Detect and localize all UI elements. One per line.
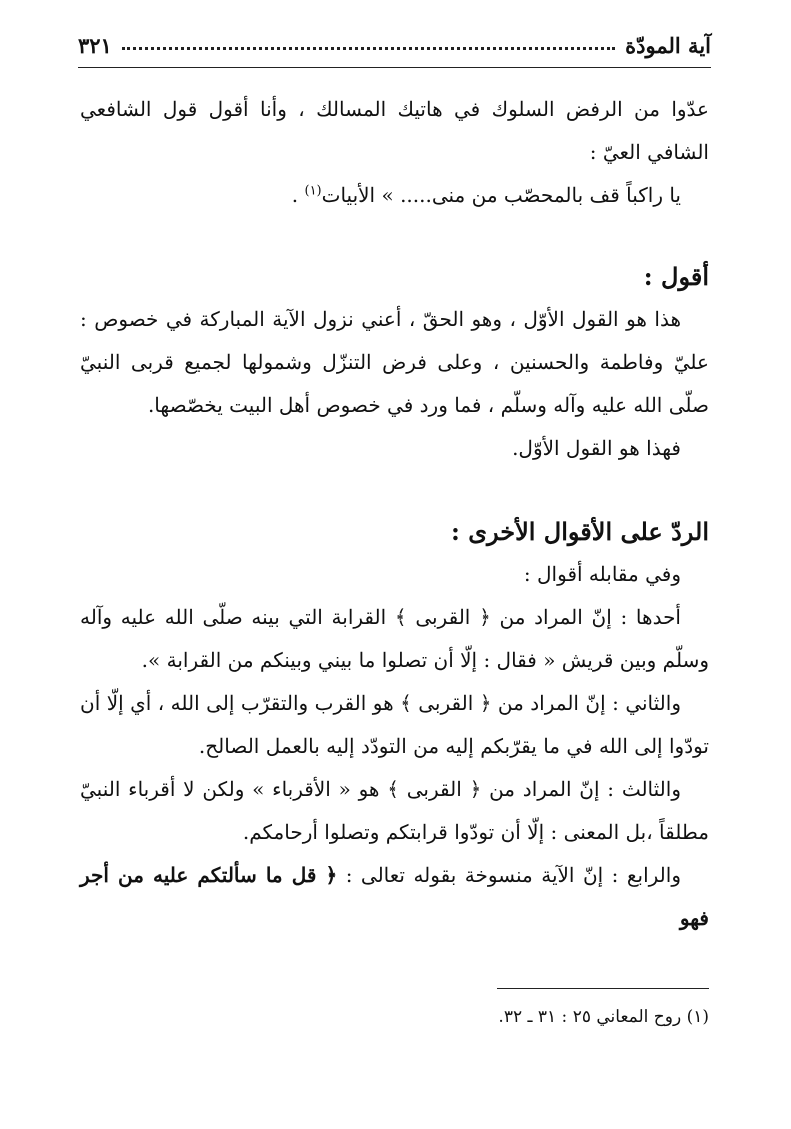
paragraph-7: والثالث : إنّ المراد من ﴿ القربى ﴾ هو « الأقرباء » ولكن لا أقرباء النبيّ مطلقاً ،بل المعنى : إلّا أن تودّوا قرابتكم وتصلوا أرحامكم. — [80, 777, 709, 844]
paragraph-4: وفي مقابله أقوال : — [523, 562, 681, 586]
header-dot-leader — [122, 33, 615, 50]
quran-quote: ﴿ قل ما سألتكم عليه من أجر فهو — [80, 863, 709, 930]
verse-end: . — [291, 183, 305, 207]
verse-text: يا راكباً قف بالمحصّب من منى..... » الأبيات — [321, 183, 681, 207]
page-number: ٣٢١ — [78, 32, 112, 58]
footnote-rule — [497, 988, 709, 989]
running-header — [78, 28, 711, 62]
paragraph-1: عدّوا من الرفض السلوك في هاتيك المسالك ، وأنا أقول قول الشافعي الشافي العيّ : — [80, 97, 709, 164]
verse-line — [80, 174, 709, 217]
header-rule — [78, 67, 711, 68]
heading-radd: الردّ على الأقوال الأخرى : — [450, 517, 709, 546]
paragraph-6: والثاني : إنّ المراد من ﴿ القربى ﴾ هو القرب والتقرّب إلى الله ، أي إلّا أن تودّوا إلى الله في ما يقرّبكم إليه من التودّد إليه بالعمل الصالح. — [80, 691, 709, 758]
body-text — [80, 88, 709, 940]
paragraph-5: أحدها : إنّ المراد من ﴿ القربى ﴾ القرابة التي بينه صلّى الله عليه وآله وسلّم وبين قريش « فقال : إلّا أن تصلوا ما بيني وبينكم من القرابة ». — [80, 605, 709, 672]
heading-aqul: أقول : — [643, 262, 709, 291]
paragraph-8 — [80, 854, 709, 940]
footnote-ref: (١) — [304, 183, 322, 199]
paragraph-8-start: والرابع : إنّ الآية منسوخة بقوله تعالى : — [337, 863, 681, 887]
paragraph-3: فهذا هو القول الأوّل. — [512, 436, 681, 460]
footnote: (١) روح المعاني ٢٥ : ٣١ ـ ٣٢. — [498, 1007, 709, 1027]
paragraph-2: هذا هو القول الأوّل ، وهو الحقّ ، أعني نزول الآية المباركة في خصوص : عليّ وفاطمة والحسنين ، وعلى فرض التنزّل وشمولها لجميع قربى النبيّ صلّى الله عليه وآله وسلّم ، فما ورد في خصوص أهل البيت يخصّصها. — [80, 307, 709, 417]
header-title: آية المودّة — [625, 32, 711, 58]
